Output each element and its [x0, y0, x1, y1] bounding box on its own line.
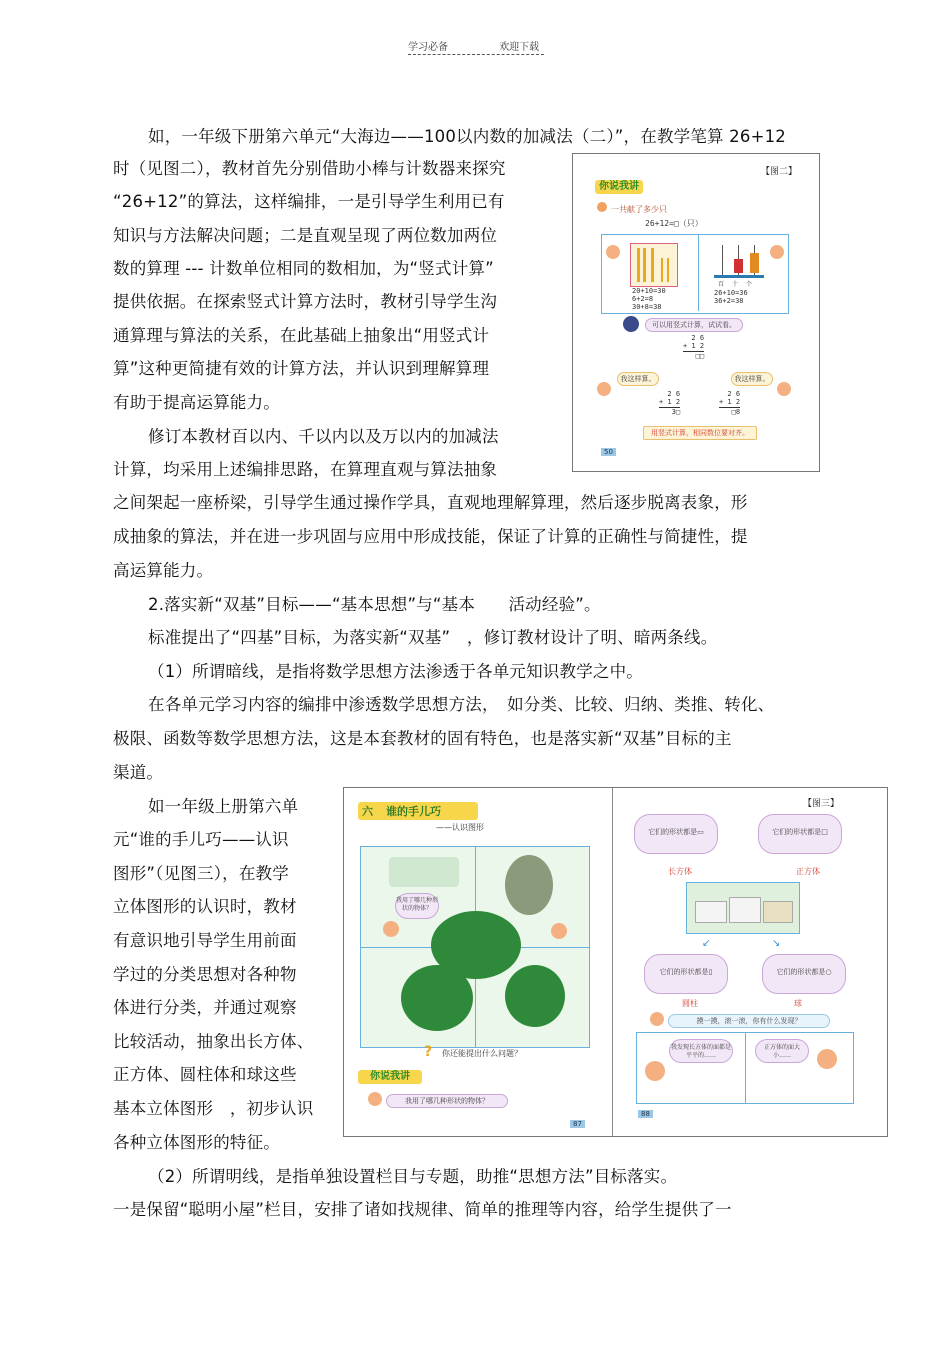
text-line: 标准提出了“四基”目标，为落实新“双基” ，修订教材设计了明、暗两条线。 — [148, 628, 718, 647]
arrow-icon: ↙ — [702, 938, 711, 949]
abacus-illustration — [714, 245, 764, 279]
text-line: 如，一年级下册第六单元“大海边——100以内数的加减法（二）”，在教学笔算 26+12 — [148, 127, 787, 146]
child-icon — [551, 923, 567, 939]
fig2-kid-right-bubble: 我这样算。 — [731, 372, 773, 386]
fig3-q-bubble: 我用了哪几种形状的物体？ — [395, 893, 439, 919]
figure-2-tag: 【图二】 — [760, 167, 797, 177]
shape-label-sphere: 球 — [794, 999, 802, 1008]
abacus-labels: 百十个 — [718, 281, 761, 288]
fig2-kid-left-bubble: 我这样算。 — [617, 372, 659, 386]
shape-bubble-cube: 它们的形状都是□ — [758, 814, 842, 854]
text-line: 体进行分类，并通过观察 — [113, 998, 297, 1017]
text-line: 正方体、圆柱体和球这些 — [113, 1065, 297, 1084]
fig2-right-calc: 26+10=36 36+2=38 — [714, 289, 748, 305]
fig3-title-bar — [358, 802, 478, 820]
fig2-question: 一共献了多少只 — [611, 205, 667, 214]
toy-train-photo — [389, 857, 459, 887]
fig3-banner: 你说我讲 — [358, 1070, 422, 1084]
fig2-teacher-bubble: 可以用竖式计算，试试看。 — [645, 318, 743, 332]
fig3-kid-right-bubble: 正方体的面大小…… — [755, 1039, 809, 1063]
header-left: 学习必备 — [408, 42, 448, 53]
text-line: 2.落实新“双基”目标——“基本思想”与“基本 活动经验”。 — [148, 595, 601, 614]
text-line: 各种立体图形的特征。 — [113, 1133, 280, 1152]
text-line: 提供依据。在探索竖式计算方法时，教材引导学生沟 — [113, 292, 498, 311]
divider — [698, 235, 699, 311]
fig2-left-calc: 20+10=30 6+2=8 30+8=38 — [632, 287, 666, 311]
shape-label-cube: 正方体 — [796, 867, 820, 876]
child-icon — [597, 202, 607, 212]
text-line: 立体图形的认识时，教材 — [113, 897, 297, 916]
fig2-right-vertical: 2 6 + 1 2 □8 — [719, 390, 741, 416]
text-line: 元“谁的手儿巧——认识 — [113, 830, 289, 849]
teacher-icon — [623, 316, 639, 332]
page-header — [408, 38, 544, 53]
shape-bubble-cylinder: 它们的形状都是▯ — [644, 954, 728, 994]
fig3-kid-left-bubble: 我发现长方体的面都是平平的…… — [669, 1039, 733, 1063]
fig2-page-number: 50 — [601, 448, 616, 456]
fig3-title: 谁的手儿巧 — [386, 805, 441, 818]
text-line: 极限、函数等数学思想方法，这是本套教材的固有特色，也是落实新“双基”目标的主 — [113, 729, 732, 748]
fig3-train-photo — [686, 882, 800, 934]
fig3-discovery-panel — [636, 1032, 854, 1104]
text-line: 一是保留“聪明小屋”栏目，安排了诸如找规律、简单的推理等内容，给学生提供了一 — [113, 1200, 732, 1219]
fig3-page-right: 88 — [638, 1110, 653, 1118]
text-line: 比较活动，抽象出长方体、 — [113, 1032, 314, 1051]
fig2-banner: 你说我讲 — [595, 180, 643, 194]
fig2-methods-panel — [601, 234, 789, 314]
figure-3 — [343, 787, 888, 1137]
shape-bubble-cuboid: 它们的形状都是▭ — [634, 814, 718, 854]
text-line: “26+12”的算法，这样编排，一是引导学生利用已有 — [113, 192, 505, 211]
page-spine — [612, 788, 613, 1136]
text-line: 在各单元学习内容的编排中渗透数学思想方法， 如分类、比较、归纳、类推、转化、 — [148, 695, 775, 714]
text-line: 时（见图二），教材首先分别借助小棒与计数器来探究 — [113, 159, 506, 178]
text-line: 学过的分类思想对各种物 — [113, 965, 297, 984]
child-icon — [383, 921, 399, 937]
text-line: （2）所谓明线，是指单独设置栏目与专题，助推“思想方法”目标落实。 — [148, 1167, 678, 1186]
fig3-hint: 摸一摸，滚一滚，你有什么发现？ — [668, 1014, 830, 1028]
fig3-unit-number: 六 — [362, 805, 373, 818]
question-mark-icon: ? — [424, 1044, 433, 1060]
figure-3-tag: 【图三】 — [802, 799, 839, 809]
fig3-question: 你还能提出什么问题？ — [442, 1049, 522, 1058]
text-line: 修订本教材百以内、千以内以及万以内的加减法 — [148, 427, 499, 446]
fig3-subtitle: ——认识图形 — [436, 823, 484, 832]
fig2-equation: 26+12=□（只） — [645, 219, 703, 228]
text-line: 算”这种更简捷有效的计算方法，并认识到理解算理 — [113, 359, 490, 378]
fig3-page-left: 87 — [570, 1120, 585, 1128]
arrow-icon: ↘ — [772, 938, 781, 949]
text-line: 渠道。 — [113, 763, 164, 782]
figure-2 — [572, 153, 820, 472]
text-line: 知识与方法解决问题；二是直观呈现了两位数加两位 — [113, 226, 498, 245]
text-line: （1）所谓暗线，是指将数学思想方法渗透于各单元知识教学之中。 — [148, 662, 643, 681]
child-icon — [597, 382, 611, 396]
child-icon — [368, 1092, 382, 1106]
text-line: 基本立体图形 ，初步认识 — [113, 1099, 314, 1118]
child-icon — [606, 245, 620, 259]
fig3-photo-panel — [360, 846, 590, 1048]
sticks-illustration — [630, 243, 678, 287]
text-line: 如一年级上册第六单 — [148, 797, 299, 816]
toy-car-photo — [505, 965, 565, 1027]
toy-tower-photo — [401, 965, 473, 1031]
text-line: 数的算理 --- 计数单位相同的数相加，为“竖式计算” — [113, 259, 494, 278]
text-line: 之间架起一座桥梁，引导学生通过操作学具，直观地理解算理，然后逐步脱离表象，形 — [113, 493, 748, 512]
child-icon — [777, 382, 791, 396]
toy-robot-photo — [505, 855, 553, 915]
child-icon — [645, 1061, 665, 1081]
child-icon — [650, 1012, 664, 1026]
header-right: 欢迎下载 — [499, 42, 540, 53]
shape-bubble-sphere: 它们的形状都是○ — [762, 954, 846, 994]
header-rule — [408, 54, 544, 55]
fig3-speech: 我用了哪几种形状的物体？ — [386, 1094, 508, 1108]
text-line: 成抽象的算法，并在进一步巩固与应用中形成技能，保证了计算的正确性与简捷性，提 — [113, 527, 748, 546]
text-line: 有意识地引导学生用前面 — [113, 931, 297, 950]
fig2-footer: 用竖式计算，相同数位要对齐。 — [643, 426, 757, 440]
text-line: 有助于提高运算能力。 — [113, 393, 280, 412]
fig2-left-vertical: 2 6 + 1 2 3□ — [659, 390, 681, 416]
text-line: 图形”（见图三），在教学 — [113, 864, 289, 883]
shape-label-cuboid: 长方体 — [668, 867, 692, 876]
text-line: 通算理与算法的关系，在此基础上抽象出“用竖式计 — [113, 326, 490, 345]
text-line: 计算，均采用上述编排思路，在算理直观与算法抽象 — [113, 460, 498, 479]
child-icon — [817, 1049, 837, 1069]
fig2-vertical-top: 2 6 + 1 2 □□ — [683, 334, 705, 360]
child-icon — [770, 245, 784, 259]
shape-label-cylinder: 圆柱 — [682, 999, 698, 1008]
text-line: 高运算能力。 — [113, 561, 214, 580]
